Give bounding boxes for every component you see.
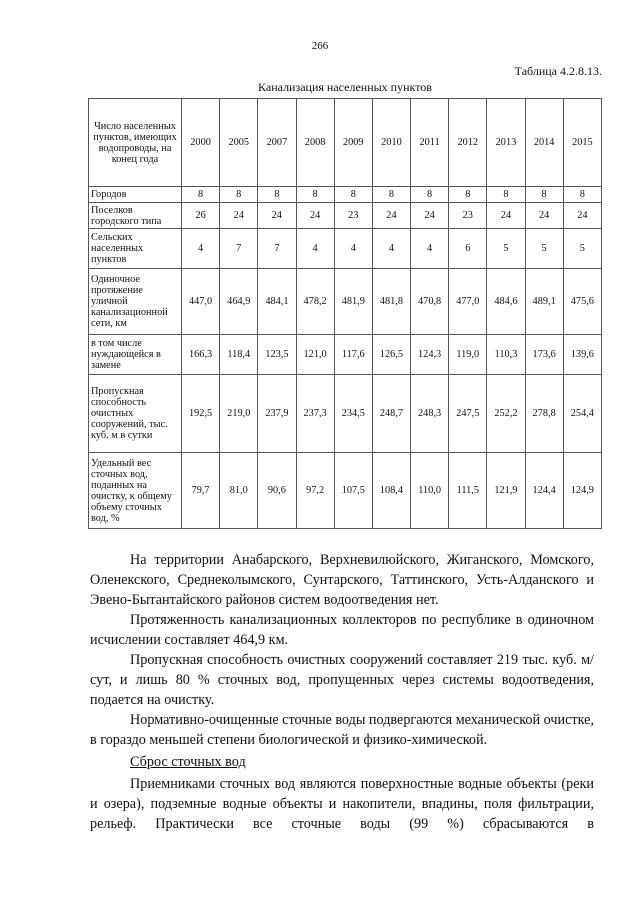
table-cell: 90,6: [258, 453, 296, 529]
table-cell: 237,9: [258, 375, 296, 453]
table-cell: 4: [411, 229, 449, 269]
table-cell: 252,2: [487, 375, 525, 453]
table-cell: 108,4: [372, 453, 410, 529]
table-cell: 481,8: [372, 269, 410, 335]
table-cell: 23: [449, 203, 487, 229]
table-cell: 110,0: [411, 453, 449, 529]
table-cell: 79,7: [182, 453, 220, 529]
year-header: 2012: [449, 99, 487, 187]
row-label: Поселков городского типа: [89, 203, 182, 229]
table-cell: 278,8: [525, 375, 563, 453]
table-cell: 173,6: [525, 335, 563, 375]
table-cell: 7: [220, 229, 258, 269]
year-header: 2015: [563, 99, 601, 187]
table-cell: 237,3: [296, 375, 334, 453]
table-cell: 8: [563, 187, 601, 203]
row-label: Пропускная способность очистных сооружений, тыс. куб. м в сутки: [89, 375, 182, 453]
table-cell: 8: [182, 187, 220, 203]
paragraph: Пропускная способность очистных сооружений составляет 219 тыс. куб. м/сут, и лишь 80 % сточных вод, пропущенных через системы водоотведения, подается на очистку.: [90, 652, 594, 708]
table-cell: 192,5: [182, 375, 220, 453]
table-cell: 5: [563, 229, 601, 269]
body-text: [90, 550, 594, 834]
table-cell: 81,0: [220, 453, 258, 529]
table-cell: 24: [296, 203, 334, 229]
table-cell: 6: [449, 229, 487, 269]
table-cell: 489,1: [525, 269, 563, 335]
row-label: Удельный вес сточных вод, поданных на очистку, к общему объему сточных вод, %: [89, 453, 182, 529]
table-cell: 4: [182, 229, 220, 269]
table-cell: 124,9: [563, 453, 601, 529]
table-cell: 97,2: [296, 453, 334, 529]
section-heading: Сброс сточных вод: [130, 754, 246, 770]
table-cell: 248,7: [372, 375, 410, 453]
table-cell: 8: [487, 187, 525, 203]
table-cell: 124,3: [411, 335, 449, 375]
year-header: 2014: [525, 99, 563, 187]
table-cell: 124,4: [525, 453, 563, 529]
table-cell: 24: [258, 203, 296, 229]
table-cell: 7: [258, 229, 296, 269]
table-title: Канализация населенных пунктов: [258, 80, 432, 94]
table-cell: 219,0: [220, 375, 258, 453]
table-cell: 5: [487, 229, 525, 269]
table-row: [89, 335, 602, 375]
table-cell: 4: [372, 229, 410, 269]
paragraph: На территории Анабарского, Верхневилюйского, Жиганского, Момского, Оленекского, Среднеколымского, Сунтарского, Таттинского, Усть-Алданского и Эвено-Бытантайского районов систем водоотведения нет.: [90, 552, 594, 608]
year-header: 2005: [220, 99, 258, 187]
page-number: 266: [311, 40, 329, 52]
table-cell: 464,9: [220, 269, 258, 335]
table-cell: 24: [411, 203, 449, 229]
sewerage-table: [88, 98, 602, 529]
row-label: в том числе нуждающейся в замене: [89, 335, 182, 375]
table-cell: 24: [372, 203, 410, 229]
table-cell: 484,1: [258, 269, 296, 335]
table-row: [89, 229, 602, 269]
table-cell: 24: [220, 203, 258, 229]
year-header: 2000: [182, 99, 220, 187]
table-cell: 126,5: [372, 335, 410, 375]
table-cell: 118,4: [220, 335, 258, 375]
table-cell: 117,6: [334, 335, 372, 375]
table-cell: 24: [487, 203, 525, 229]
table-cell: 139,6: [563, 335, 601, 375]
table-cell: 5: [525, 229, 563, 269]
table-cell: 123,5: [258, 335, 296, 375]
table-cell: 107,5: [334, 453, 372, 529]
table-cell: 8: [372, 187, 410, 203]
paragraph: Приемниками сточных вод являются поверхностные водные объекты (реки и озера), подземные водные объекты и накопители, впадины, поля фильтрации, рельеф. Практически все сточные воды (99 %) сбрасываются в: [90, 776, 594, 832]
table-row: [89, 453, 602, 529]
table-cell: 110,3: [487, 335, 525, 375]
table-cell: 475,6: [563, 269, 601, 335]
table-cell: 247,5: [449, 375, 487, 453]
table-cell: 8: [220, 187, 258, 203]
table-cell: 447,0: [182, 269, 220, 335]
table-cell: 248,3: [411, 375, 449, 453]
table-row: [89, 269, 602, 335]
table-cell: 484,6: [487, 269, 525, 335]
table-cell: 470,8: [411, 269, 449, 335]
year-header: 2011: [411, 99, 449, 187]
table-cell: 121,9: [487, 453, 525, 529]
year-header: 2008: [296, 99, 334, 187]
table-cell: 481,9: [334, 269, 372, 335]
table-cell: 8: [525, 187, 563, 203]
table-cell: 166,3: [182, 335, 220, 375]
table-cell: 4: [296, 229, 334, 269]
table-cell: 24: [525, 203, 563, 229]
table-cell: 8: [411, 187, 449, 203]
table-cell: 121,0: [296, 335, 334, 375]
row-label: Сельских населенных пунктов: [89, 229, 182, 269]
table-row: [89, 375, 602, 453]
table-cell: 24: [563, 203, 601, 229]
table-row: [89, 203, 602, 229]
table-cell: 254,4: [563, 375, 601, 453]
table-cell: 4: [334, 229, 372, 269]
table-cell: 111,5: [449, 453, 487, 529]
table-cell: 23: [334, 203, 372, 229]
year-header: 2010: [372, 99, 410, 187]
year-header: 2009: [334, 99, 372, 187]
table-corner-header: Число населенных пунктов, имеющих водопроводы, на конец года: [89, 99, 182, 187]
paragraph: Нормативно-очищенные сточные воды подвергаются механической очистке, в гораздо меньшей степени биологической и физико-химической.: [90, 712, 594, 748]
row-label: Городов: [89, 187, 182, 203]
table-cell: 8: [334, 187, 372, 203]
table-cell: 478,2: [296, 269, 334, 335]
table-label: Таблица 4.2.8.13.: [514, 64, 602, 78]
table-row: [89, 187, 602, 203]
year-header: 2013: [487, 99, 525, 187]
table-cell: 8: [258, 187, 296, 203]
table-cell: 8: [449, 187, 487, 203]
table-cell: 119,0: [449, 335, 487, 375]
paragraph: Протяженность канализационных коллекторов по республике в одиночном исчислении составляет 464,9 км.: [90, 612, 594, 648]
table-cell: 477,0: [449, 269, 487, 335]
table-header-row: [89, 99, 602, 187]
table-cell: 26: [182, 203, 220, 229]
row-label: Одиночное протяжение уличной канализационной сети, км: [89, 269, 182, 335]
year-header: 2007: [258, 99, 296, 187]
table-cell: 8: [296, 187, 334, 203]
table-cell: 234,5: [334, 375, 372, 453]
